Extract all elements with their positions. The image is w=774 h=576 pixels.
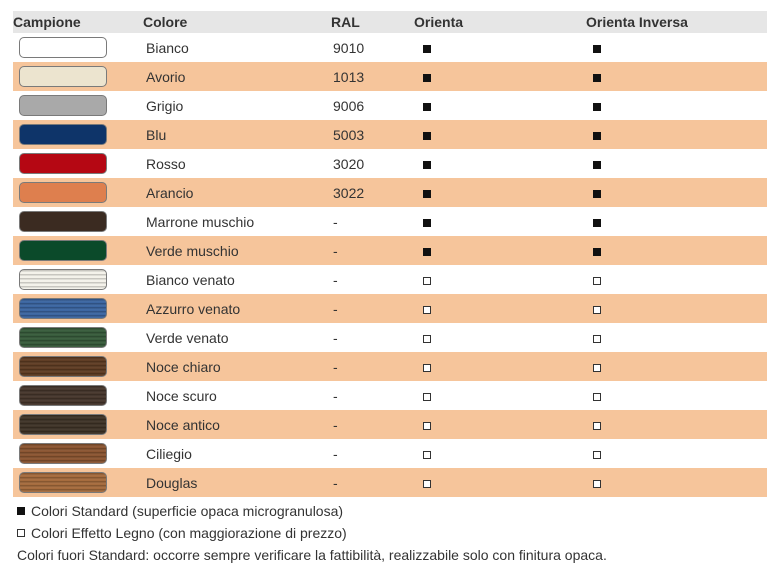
colore-cell: Douglas (146, 474, 198, 491)
colore-cell: Bianco venato (146, 271, 235, 288)
note-legno-text: Colori Effetto Legno (con maggiorazione di prezzo) (31, 525, 347, 541)
orienta-cell (414, 359, 586, 375)
header-colore: Colore (143, 14, 188, 30)
color-swatch (19, 269, 107, 290)
colore-cell: Verde muschio (146, 242, 239, 259)
empty-square-icon (593, 480, 601, 488)
campione-cell (13, 443, 143, 464)
ral-cell: - (333, 445, 338, 462)
table-row (13, 33, 767, 62)
empty-square-icon (423, 335, 431, 343)
orienta-cell (414, 185, 586, 201)
table-row (13, 468, 767, 497)
orienta-cell (414, 98, 586, 114)
color-swatch (19, 327, 107, 348)
table-row (13, 178, 767, 207)
ral-cell: - (333, 242, 338, 259)
filled-square-icon (423, 74, 431, 82)
orienta-cell (414, 330, 586, 346)
orienta-cell (414, 417, 586, 433)
table-row (13, 265, 767, 294)
filled-square-icon (593, 45, 601, 53)
color-swatch (19, 385, 107, 406)
ral-cell: 9010 (333, 39, 365, 56)
orienta-inversa-cell (586, 185, 767, 201)
colore-cell: Arancio (146, 184, 194, 201)
orienta-cell (414, 243, 586, 259)
orienta-cell (414, 272, 586, 288)
filled-square-icon (593, 190, 601, 198)
colore-cell: Bianco (146, 39, 189, 56)
colore-cell: Ciliegio (146, 445, 192, 462)
campione-cell (13, 356, 143, 377)
orienta-inversa-cell (586, 40, 767, 56)
color-swatch (19, 153, 107, 174)
ral-cell: 5003 (333, 126, 365, 143)
table-row (13, 323, 767, 352)
color-swatch (19, 182, 107, 203)
colore-cell: Marrone muschio (146, 213, 255, 230)
color-table (13, 11, 767, 497)
empty-square-icon (593, 393, 601, 401)
filled-square-icon (423, 132, 431, 140)
colore-cell: Noce scuro (146, 387, 217, 404)
filled-square-icon (423, 219, 431, 227)
campione-cell (13, 66, 143, 87)
orienta-inversa-cell (586, 156, 767, 172)
orienta-cell (414, 127, 586, 143)
filled-square-icon (593, 219, 601, 227)
orienta-inversa-cell (586, 446, 767, 462)
filled-square-icon (593, 74, 601, 82)
table-row (13, 62, 767, 91)
table-row (13, 149, 767, 178)
ral-cell: - (333, 416, 338, 433)
table-row (13, 207, 767, 236)
orienta-cell (414, 40, 586, 56)
filled-square-icon (593, 103, 601, 111)
empty-square-icon (423, 364, 431, 372)
ral-cell: - (333, 474, 338, 491)
header-orienta-inversa: Orienta Inversa (586, 14, 688, 30)
filled-square-icon (17, 507, 25, 515)
campione-cell (13, 124, 143, 145)
campione-cell (13, 153, 143, 174)
header-ral: RAL (331, 14, 360, 30)
orienta-inversa-cell (586, 98, 767, 114)
empty-square-icon (423, 306, 431, 314)
campione-cell (13, 182, 143, 203)
color-swatch (19, 124, 107, 145)
color-swatch (19, 356, 107, 377)
campione-cell (13, 298, 143, 319)
filled-square-icon (423, 103, 431, 111)
ral-cell: 1013 (333, 68, 365, 85)
color-swatch (19, 414, 107, 435)
colore-cell: Rosso (146, 155, 186, 172)
ral-cell: - (333, 387, 338, 404)
colore-cell: Avorio (146, 68, 186, 85)
table-header (13, 11, 767, 33)
filled-square-icon (593, 161, 601, 169)
header-campione: Campione (13, 14, 81, 30)
ral-cell: - (333, 300, 338, 317)
campione-cell (13, 327, 143, 348)
orienta-inversa-cell (586, 417, 767, 433)
campione-cell (13, 269, 143, 290)
table-row (13, 91, 767, 120)
table-row (13, 352, 767, 381)
orienta-cell (414, 301, 586, 317)
ral-cell: 9006 (333, 97, 365, 114)
campione-cell (13, 211, 143, 232)
orienta-inversa-cell (586, 243, 767, 259)
empty-square-icon (423, 277, 431, 285)
colore-cell: Grigio (146, 97, 184, 114)
note-standard (17, 500, 607, 522)
filled-square-icon (423, 190, 431, 198)
table-row (13, 120, 767, 149)
color-swatch (19, 95, 107, 116)
filled-square-icon (423, 45, 431, 53)
filled-square-icon (423, 161, 431, 169)
campione-cell (13, 95, 143, 116)
empty-square-icon (423, 393, 431, 401)
empty-square-icon (423, 422, 431, 430)
colore-cell: Azzurro venato (146, 300, 241, 317)
empty-square-icon (593, 277, 601, 285)
orienta-cell (414, 475, 586, 491)
ral-cell: - (333, 271, 338, 288)
colore-cell: Verde venato (146, 329, 229, 346)
campione-cell (13, 240, 143, 261)
empty-square-icon (593, 451, 601, 459)
empty-square-icon (593, 422, 601, 430)
orienta-inversa-cell (586, 359, 767, 375)
colore-cell: Noce chiaro (146, 358, 221, 375)
filled-square-icon (593, 248, 601, 256)
table-row (13, 381, 767, 410)
note-legno (17, 522, 607, 544)
orienta-inversa-cell (586, 330, 767, 346)
color-swatch (19, 443, 107, 464)
colore-cell: Blu (146, 126, 167, 143)
filled-square-icon (423, 248, 431, 256)
color-swatch (19, 472, 107, 493)
table-row (13, 294, 767, 323)
ral-cell: - (333, 358, 338, 375)
color-swatch (19, 298, 107, 319)
orienta-cell (414, 156, 586, 172)
orienta-inversa-cell (586, 388, 767, 404)
table-row (13, 410, 767, 439)
orienta-inversa-cell (586, 214, 767, 230)
orienta-cell (414, 214, 586, 230)
ral-cell: - (333, 329, 338, 346)
orienta-inversa-cell (586, 127, 767, 143)
orienta-cell (414, 446, 586, 462)
empty-square-icon (593, 306, 601, 314)
table-row (13, 439, 767, 468)
ral-cell: - (333, 213, 338, 230)
ral-cell: 3022 (333, 184, 365, 201)
table-row (13, 236, 767, 265)
colore-cell: Noce antico (146, 416, 220, 433)
empty-square-icon (593, 335, 601, 343)
color-swatch (19, 240, 107, 261)
campione-cell (13, 414, 143, 435)
orienta-cell (414, 388, 586, 404)
orienta-inversa-cell (586, 272, 767, 288)
campione-cell (13, 37, 143, 58)
orienta-inversa-cell (586, 69, 767, 85)
color-swatch (19, 37, 107, 58)
empty-square-icon (423, 480, 431, 488)
campione-cell (13, 472, 143, 493)
orienta-cell (414, 69, 586, 85)
legend-notes (17, 500, 607, 566)
ral-cell: 3020 (333, 155, 365, 172)
filled-square-icon (593, 132, 601, 140)
header-orienta: Orienta (414, 14, 464, 30)
orienta-inversa-cell (586, 475, 767, 491)
campione-cell (13, 385, 143, 406)
color-swatch (19, 66, 107, 87)
empty-square-icon (17, 529, 25, 537)
note-fuori-standard: Colori fuori Standard: occorre sempre verificare la fattibilità, realizzabile solo con finitura opaca. (17, 547, 607, 563)
empty-square-icon (423, 451, 431, 459)
color-swatch (19, 211, 107, 232)
note-standard-text: Colori Standard (superficie opaca microgranulosa) (31, 503, 344, 519)
table-body (13, 33, 767, 497)
orienta-inversa-cell (586, 301, 767, 317)
empty-square-icon (593, 364, 601, 372)
